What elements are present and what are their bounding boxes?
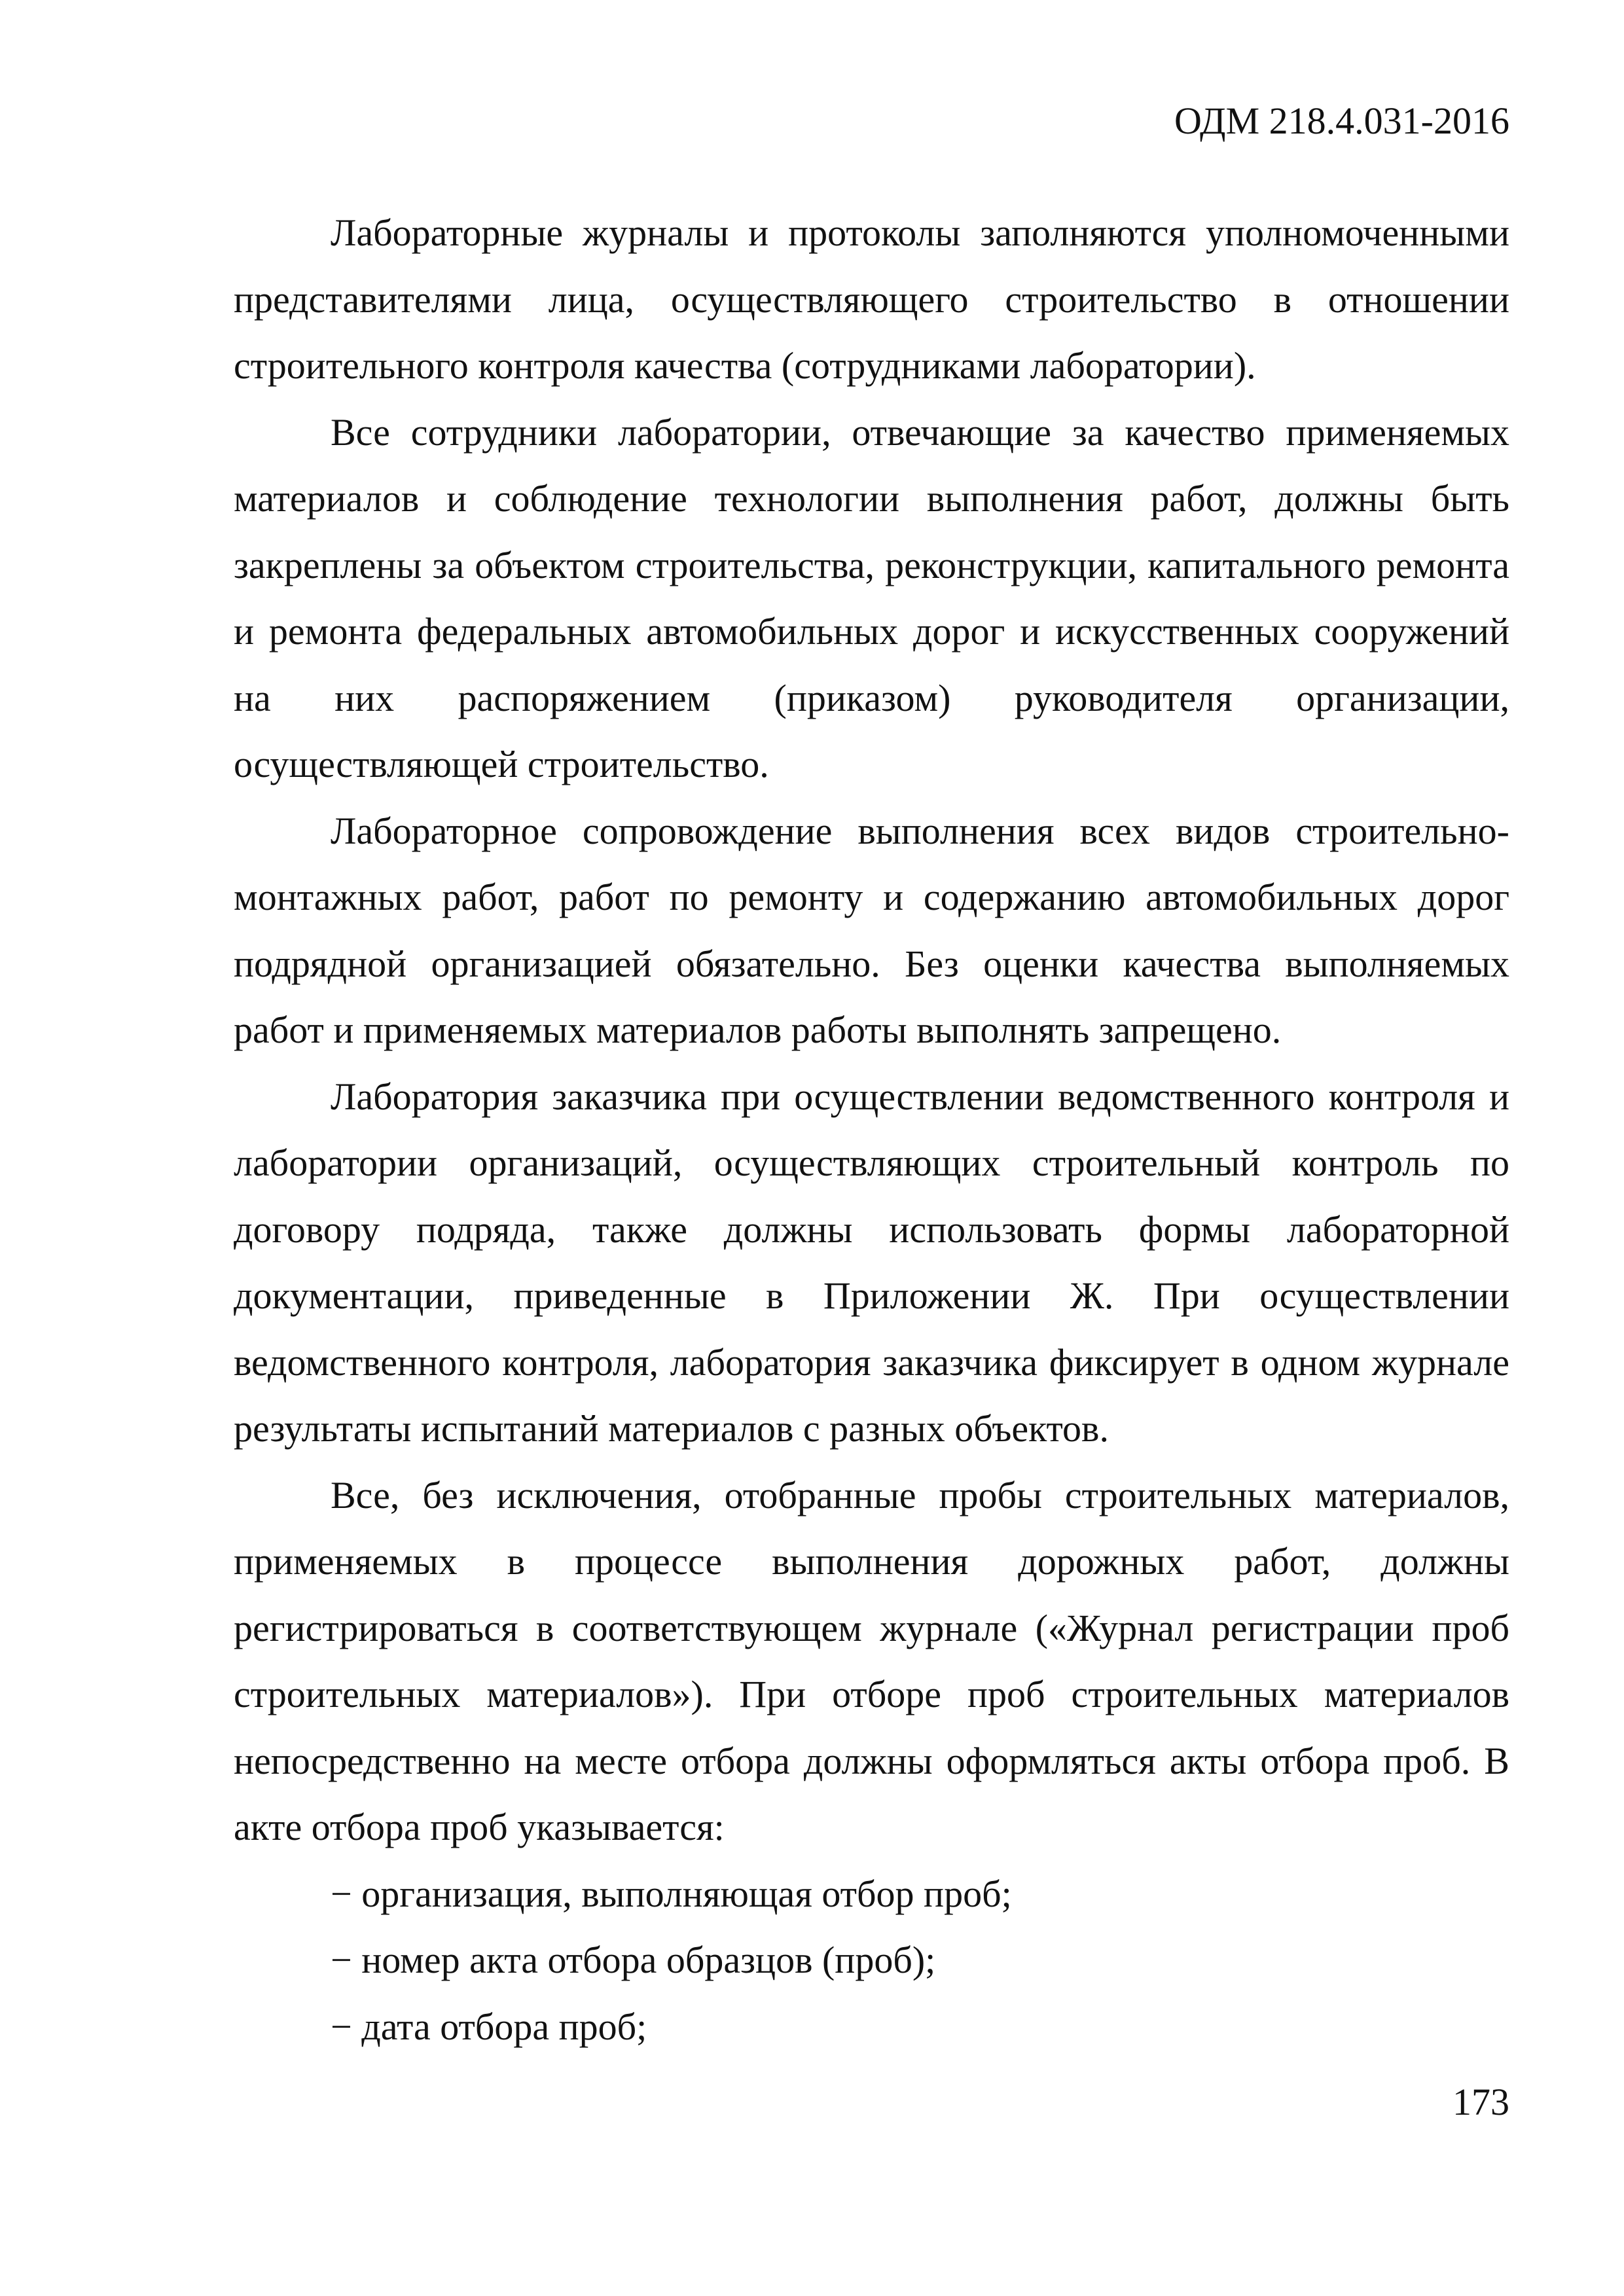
document-code-header: ОДМ 218.4.031-2016	[1174, 99, 1509, 142]
paragraph-5: Все, без исключения, отобранные пробы строительных материалов, применяемых в процессе выполнения дорожных работ, должны регистрироваться в соответствующем журнале («Журнал регистрации проб строительных материалов»). При отборе проб строительных материалов непосредственно на месте отбора должны оформляться акты отбора проб. В акте отбора проб указывается:	[234, 1473, 1509, 1848]
list-item-organization: − организация, выполняющая отбор проб;	[331, 1872, 1012, 1915]
paragraph-4: Лаборатория заказчика при осуществлении ведомственного контроля и лаборатории организаций, осуществляющих строительный контроль по договору подряда, также должны использовать формы лабораторной документации, приведенные в Приложении Ж. При осуществлении ведомственного контроля, лаборатория заказчика фиксирует в одном журнале результаты испытаний материалов с разных объектов.	[234, 1075, 1509, 1450]
page-number: 173	[1453, 2081, 1509, 2123]
list-item-sampling-date: − дата отбора проб;	[331, 2005, 647, 2048]
paragraph-1: Лабораторные журналы и протоколы заполняются уполномоченными представителями лица, осуществляющего строительство в отношении строительного контроля качества (сотрудниками лаборатории).	[234, 211, 1509, 387]
paragraph-2: Все сотрудники лаборатории, отвечающие за качество применяемых материалов и соблюдение технологии выполнения работ, должны быть закреплены за объектом строительства, реконструкции, капитального ремонта и ремонта федеральных автомобильных дорог и искусственных сооружений на них распоряжением (приказом) руководителя организации, осуществляющей строительство.	[234, 410, 1509, 785]
list-item-act-number: − номер акта отбора образцов (проб);	[331, 1939, 936, 1981]
paragraph-3: Лабораторное сопровождение выполнения всех видов строительно-монтажных работ, работ по ремонту и содержанию автомобильных дорог подрядной организацией обязательно. Без оценки качества выполняемых работ и применяемых материалов работы выполнять запрещено.	[234, 809, 1509, 1051]
body-text	[234, 200, 1509, 2060]
